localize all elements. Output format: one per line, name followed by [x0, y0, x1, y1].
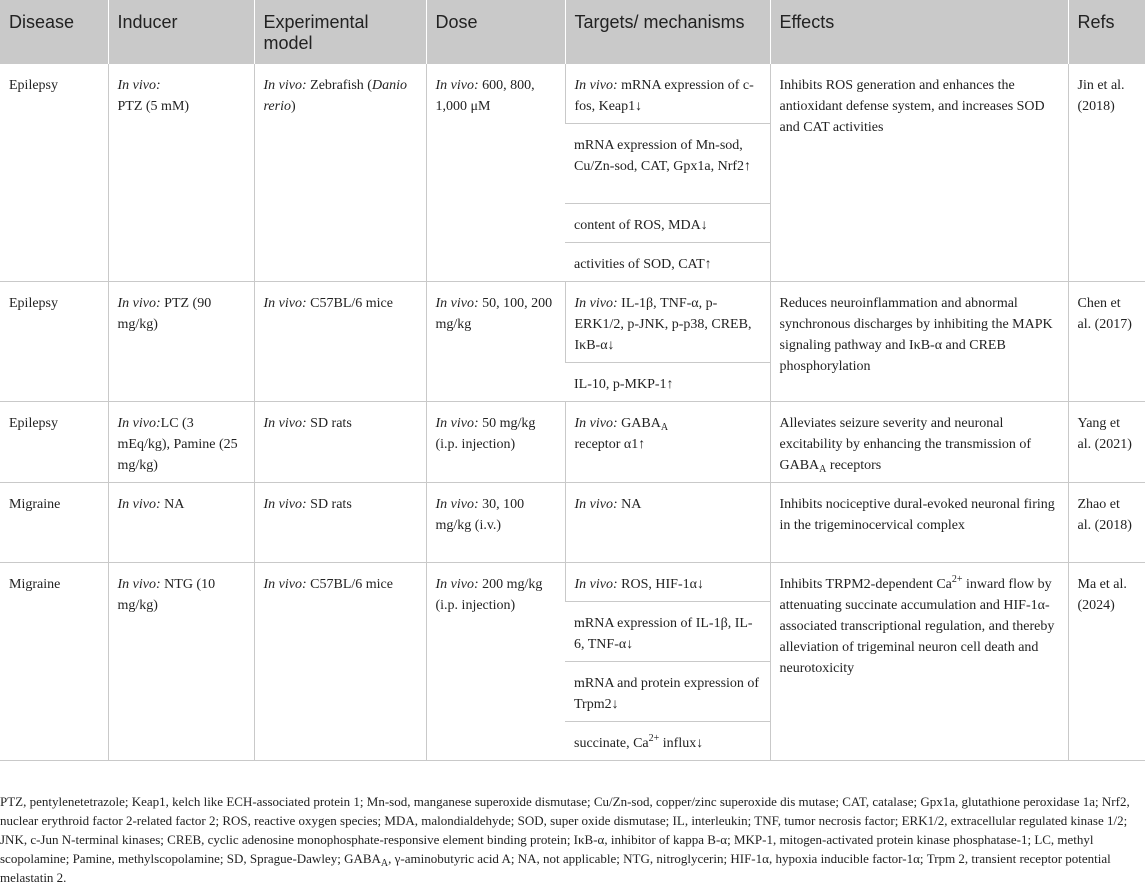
cell-dose	[426, 402, 565, 483]
effects-text: Alleviates seizure severity and neuronal excitability by enhancing the transmission of GABA	[779, 416, 1032, 473]
invivo-label: In vivo:	[117, 577, 161, 592]
cell-dose	[426, 563, 565, 761]
header-disease: Disease	[0, 0, 108, 64]
cell-target: activities of SOD, CAT↑	[565, 243, 770, 282]
invivo-label: In vivo:	[574, 497, 618, 512]
cell-disease: Epilepsy	[0, 64, 108, 282]
invivo-label: In vivo:	[574, 78, 618, 93]
model-text: Zebrafish (	[310, 78, 372, 93]
invivo-label: In vivo:	[117, 78, 161, 93]
cell-disease: Migraine	[0, 563, 108, 761]
inducer-text: NTG (10 mg/kg)	[117, 577, 216, 613]
cell-refs: Yang et al. (2021)	[1068, 402, 1145, 483]
header-targets: Targets/ mechanisms	[565, 0, 770, 64]
cell-effects	[770, 563, 1068, 761]
table-row	[0, 483, 1145, 563]
cell-refs: Zhao et al. (2018)	[1068, 483, 1145, 563]
cell-dose	[426, 483, 565, 563]
cell-inducer	[108, 402, 254, 483]
target-text-cont: receptor α1↑	[574, 437, 646, 452]
header-effects: Effects	[770, 0, 1068, 64]
cell-dose	[426, 282, 565, 402]
model-text: C57BL/6 mice	[310, 577, 393, 592]
invivo-label: In vivo:	[435, 577, 479, 592]
inducer-text: PTZ (90 mg/kg)	[117, 296, 212, 332]
cell-model	[254, 282, 426, 402]
model-close: )	[290, 99, 296, 114]
invivo-label: In vivo:	[435, 497, 479, 512]
table-row	[0, 402, 1145, 483]
cell-effects: Inhibits ROS generation and enhances the antioxidant defense system, and increases SOD and CAT activities	[770, 64, 1068, 282]
cell-inducer	[108, 282, 254, 402]
header-row	[0, 0, 1145, 64]
table-row	[0, 282, 1145, 363]
invivo-label: In vivo:	[263, 78, 307, 93]
target-text: succinate, Ca	[574, 736, 649, 751]
target-text: GABA	[621, 416, 661, 431]
inducer-text: NA	[164, 497, 185, 512]
dose-text: 30, 100 mg/kg (i.v.)	[435, 497, 525, 533]
footnote-text: PTZ, pentylenetetrazole; Keap1, kelch like ECH-associated protein 1; Mn-sod, manganese superoxide dismutase; Cu/Zn-sod, copper/zinc superoxide dis mutase; CAT, catalase; Gpx1a, glutathione peroxidase 1a; Nrf2, nuclear erythroid factor 2-related factor 2; ROS, reactive oxygen species; MDA, malondialdehyde; SOD, super oxide dismutase; IL, interleukin; TNF, tumor necrosis factor; ERK1/2, extracellular regulated kinase 1/2; JNK, c-Jun N-terminal kinases; CREB, cyclic adenosine monophosphate-responsive element binding protein; IκB-α, inhibitor of kappa B-α; MKP-1, mitogen-activated protein kinase phosphatase-1; LC, methyl scopolamine; Pamine, methylscopolamine; SD, Sprague-Dawley; GABA	[0, 794, 1130, 866]
inducer-text: PTZ (5 mM)	[117, 99, 190, 114]
cell-disease: Migraine	[0, 483, 108, 563]
model-text: C57BL/6 mice	[310, 296, 393, 311]
cell-target	[565, 282, 770, 363]
model-text: SD rats	[310, 416, 352, 431]
cell-model	[254, 563, 426, 761]
model-text: SD rats	[310, 497, 352, 512]
invivo-label: In vivo:	[574, 577, 618, 592]
cell-model	[254, 402, 426, 483]
target-text-cont: influx↓	[659, 736, 704, 751]
cell-disease: Epilepsy	[0, 402, 108, 483]
inducer-text: LC (3 mEq/kg), Pamine (25 mg/kg)	[117, 416, 238, 473]
header-experimental-model: Experimental model	[254, 0, 426, 64]
subscript: A	[660, 422, 669, 433]
subscript: A	[819, 464, 827, 475]
cell-model	[254, 483, 426, 563]
cell-target	[565, 722, 770, 761]
cell-target	[565, 483, 770, 563]
invivo-label: In vivo:	[263, 577, 307, 592]
model-species: Danio rerio	[263, 78, 407, 114]
cell-target: mRNA expression of IL-1β, IL-6, TNF-α↓	[565, 602, 770, 662]
header-refs: Refs	[1068, 0, 1145, 64]
invivo-label: In vivo:	[435, 296, 479, 311]
table-row	[0, 64, 1145, 124]
invivo-label: In vivo:	[435, 416, 479, 431]
invivo-label: In vivo:	[263, 416, 307, 431]
invivo-label: In vivo:	[574, 296, 618, 311]
target-text: ROS, HIF-1α↓	[621, 577, 704, 592]
header-inducer: Inducer	[108, 0, 254, 64]
superscript: 2+	[951, 574, 963, 585]
cell-target: mRNA expression of Mn-sod, Cu/Zn-sod, CAT, Gpx1a, Nrf2↑	[565, 124, 770, 204]
invivo-label: In vivo:	[263, 296, 307, 311]
cell-target	[565, 64, 770, 124]
target-text: mRNA expression of c-fos, Keap1↓	[574, 78, 754, 114]
cell-target: IL-10, p-MKP-1↑	[565, 363, 770, 402]
cell-refs: Chen et al. (2017)	[1068, 282, 1145, 402]
dose-text: 50, 100, 200 mg/kg	[435, 296, 553, 332]
cell-inducer	[108, 64, 254, 282]
cell-target	[565, 402, 770, 483]
footnote-text-cont: , γ-aminobutyric acid A; NA, not applicable; NTG, nitroglycerin; HIF-1α, hypoxia inducible factor-1α; Trpm 2, transient receptor potential melastatin 2.	[0, 851, 1111, 885]
cell-effects	[770, 402, 1068, 483]
dose-text: 200 mg/kg (i.p. injection)	[435, 577, 543, 613]
effects-text-cont: receptors	[826, 458, 882, 473]
cell-inducer	[108, 563, 254, 761]
invivo-label: In vivo:	[117, 296, 161, 311]
cell-disease: Epilepsy	[0, 282, 108, 402]
subscript: A	[380, 858, 389, 869]
table-footnote	[0, 788, 1142, 887]
effects-text-cont: inward flow by attenuating succinate accumulation and HIF-1α-associated transcriptional regulation, and thereby alleviation of trigeminal neuron cell death and neurotoxicity	[779, 577, 1055, 676]
cell-dose	[426, 64, 565, 282]
cell-effects: Reduces neuroinflammation and abnormal synchronous discharges by inhibiting the MAPK signaling pathway and IκB-α and CREB phosphorylation	[770, 282, 1068, 402]
invivo-label: In vivo:	[263, 497, 307, 512]
cell-target: mRNA and protein expression of Trpm2↓	[565, 662, 770, 722]
cell-target: content of ROS, MDA↓	[565, 204, 770, 243]
invivo-label: In vivo:	[435, 78, 479, 93]
cell-model	[254, 64, 426, 282]
effects-text: Inhibits TRPM2-dependent Ca	[779, 577, 952, 592]
invivo-label: In vivo:	[117, 416, 161, 431]
cell-refs: Ma et al. (2024)	[1068, 563, 1145, 761]
cell-effects: Inhibits nociceptive dural-evoked neuronal firing in the trigeminocervical complex	[770, 483, 1068, 563]
invivo-label: In vivo:	[574, 416, 618, 431]
table-row	[0, 563, 1145, 602]
dose-text: 600, 800, 1,000 μM	[435, 78, 535, 114]
cell-inducer	[108, 483, 254, 563]
superscript: 2+	[648, 733, 660, 744]
target-text: NA	[621, 497, 642, 512]
dose-text: 50 mg/kg (i.p. injection)	[435, 416, 536, 452]
cell-refs: Jin et al. (2018)	[1068, 64, 1145, 282]
invivo-label: In vivo:	[117, 497, 161, 512]
target-text: IL-1β, TNF-α, p-ERK1/2, p-JNK, p-p38, CREB, IκB-α↓	[574, 296, 752, 353]
header-dose: Dose	[426, 0, 565, 64]
cell-target	[565, 563, 770, 602]
